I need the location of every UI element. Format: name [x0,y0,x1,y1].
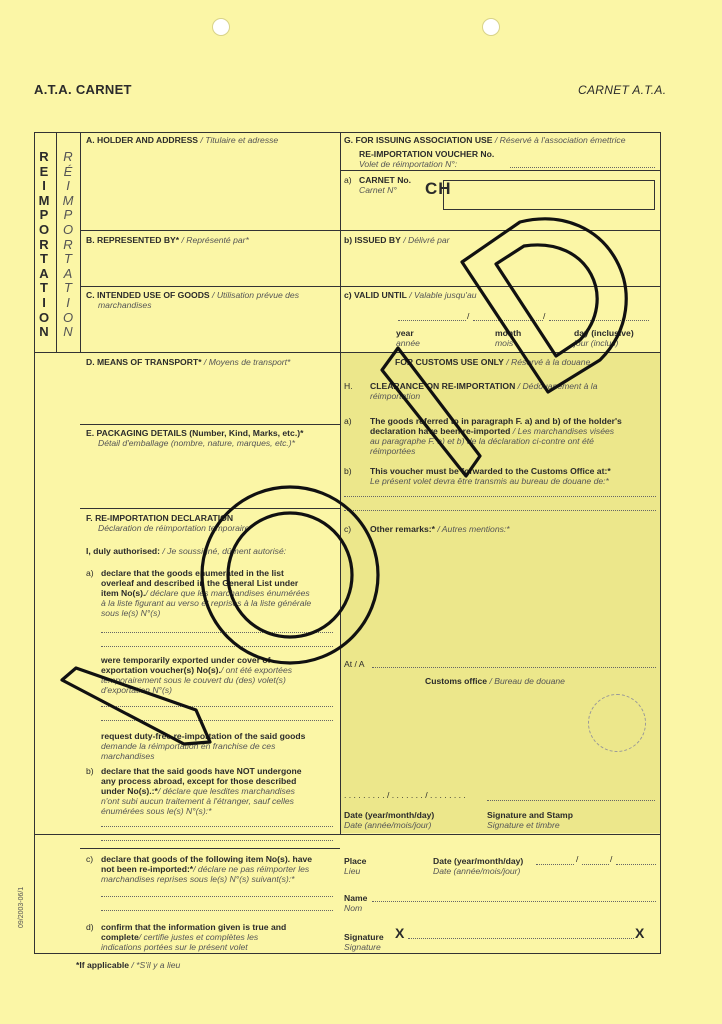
reimportation-declaration-label: F. RE-IMPORTATION DECLARATION [86,513,234,523]
form-frame [34,132,661,954]
f-d-text: confirm that the information given is true and complete/ certifie justes et complètes les indications portées sur le présent volet [101,922,287,952]
f-a-marker: a) [86,568,94,578]
f-c-marker: c) [86,854,94,864]
signature-x-end: X [635,925,645,941]
place-label: Place Lieu [344,856,367,876]
means-of-transport-label: D. MEANS OF TRANSPORT* / Moyens de transport* [86,357,291,367]
association-use-label: G. FOR ISSUING ASSOCIATION USE / Réservé à l'association émettrice [344,135,626,145]
intended-use-sub: marchandises [98,300,152,310]
punch-hole [482,18,500,36]
footnote: *If applicable / *S'il y a lieu [76,960,181,970]
customs-office-label: Customs office / Bureau de douane [425,676,565,686]
f-c-text: declare that goods of the following item No(s). have not been re-imported:*/ déclare ne pas réimporter les marchandises reprises sous le(s) N°(s) suivant(s):* [101,854,313,884]
reimportation-declaration-sub: Déclaration de réimportation temporaire [98,523,250,533]
packaging-sub: Détail d'emballage (nombre, nature, marques, etc.)* [98,438,296,448]
customs-a-text: The goods referred to in paragraph F. a) and b) of the holder's declaration have been re-imported / Les marchandises visées au paragraphe F. a) et b) de la déclaration ci-contre ont été réimportées [370,416,622,456]
stamp-circle [588,694,646,752]
carnet-number-box[interactable] [443,180,655,210]
intended-use-label: C. INTENDED USE OF GOODS / Utilisation prévue des [86,290,299,300]
name-label: Name Nom [344,893,368,913]
f-a-text: declare that the goods enumerated in the list overleaf and described in the General List under item No(s)./ déclare que les marchandises énumérées à la liste figurant au verso et reprises à la liste générale sous le(s) N°(s) [101,568,312,618]
represented-by-label: B. REPRESENTED BY* / Représenté par* [86,235,249,245]
f-b-marker: b) [86,766,94,776]
f-request-text: request duty-free re-importation of the said goods demande la réimportation en franchise de ces marchandises [101,731,306,761]
customs-signature-label: Signature and Stamp Signature et timbre [487,810,573,830]
punch-hole [212,18,230,36]
header-title-fr: CARNET A.T.A. [578,83,667,97]
bottom-date-label: Date (year/month/day) Date (année/mois/jour) [433,856,524,876]
clearance-label: CLEARANCE ON RE-IMPORTATION / Dédouanement à la [370,381,598,391]
signature-label: Signature Signature [344,932,384,952]
duly-authorised: I, duly authorised: / Je soussigné, dûment autorisé: [86,546,287,556]
day-label: day (inclusive) jour (inclus) [574,328,634,348]
signature-x-start: X [395,925,405,941]
carnet-no-label: CARNET No. [359,175,412,185]
voucher-no-label: RE-IMPORTATION VOUCHER No. [359,149,495,159]
header-title: A.T.A. CARNET [34,82,132,97]
customs-date-label: Date (year/month/day) Date (année/mois/jour) [344,810,435,830]
packaging-label: E. PACKAGING DETAILS (Number, Kind, Marks, etc.)* [86,428,304,438]
ch-prefix: CH [425,179,452,198]
valid-until-label: c) VALID UNTIL / Valable jusqu'au [344,290,477,300]
month-label: month mois [495,328,522,348]
issued-by-label: b) ISSUED BY / Délivré par [344,235,450,245]
f-b-text: declare that the said goods have NOT undergone any process abroad, except for those described under No(s).:*/ déclare que lesdites marchandises n'ont subi aucun traitement à l'étranger, sauf celles énumérées sous le(s) N°(s):* [101,766,302,816]
at-label: At / A [344,659,365,669]
year-label: year année [396,328,420,348]
f-were-text: were temporarily exported under cover of exportation voucher(s) No(s)./ ont été exportées temporairement sous le couvert du (des) volet(s) d'exportation N°(s) [101,655,293,695]
side-code: 09/2003-06/1 [18,886,25,928]
voucher-no-sub: Volet de réimportation N°: [359,159,458,169]
carnet-no-sub: Carnet N° [359,185,397,195]
f-d-marker: d) [86,922,94,932]
customs-b-text: This voucher must be forwarded to the Customs Office at:* Le présent volet devra être transmis au bureau de douane de:* [370,466,611,486]
holder-address-label: A. HOLDER AND ADDRESS / Titulaire et adresse [86,135,279,145]
other-remarks-label: Other remarks:* / Autres mentions:* [370,524,510,534]
customs-use-label: FOR CUSTOMS USE ONLY / Réservé à la douane [395,357,591,367]
